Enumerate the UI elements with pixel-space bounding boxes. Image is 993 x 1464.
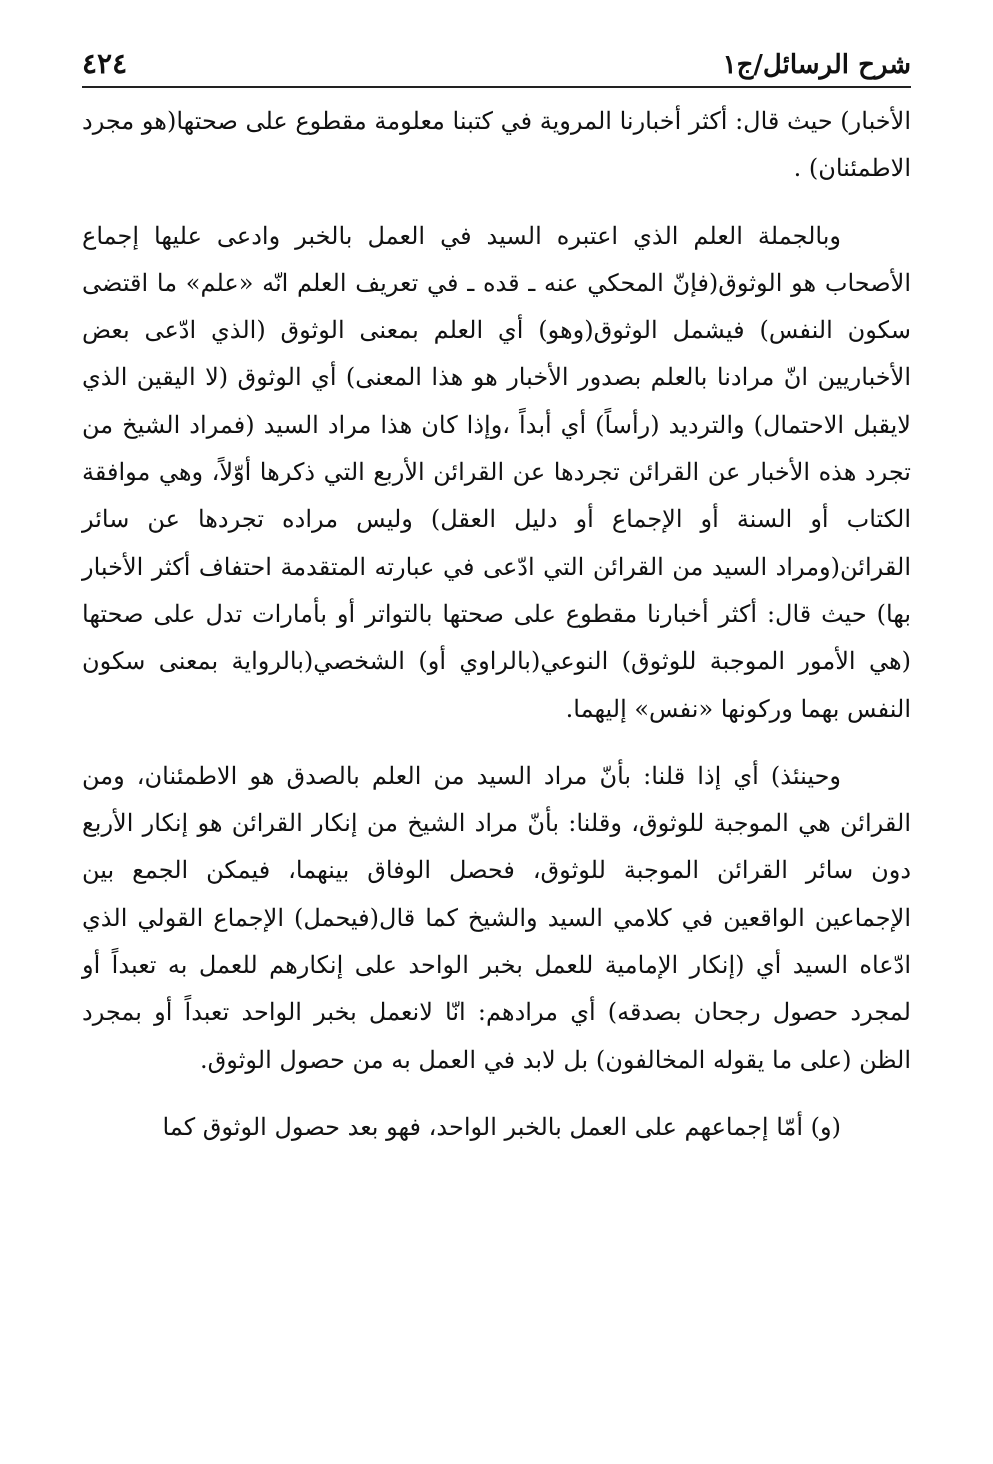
paragraph-2: وبالجملة العلم الذي اعتبره السيد في العمل بالخبر وادعى عليها إجماع الأصحاب هو الوثوق(فإنّ المحكي عنه ـ قده ـ في تعريف العلم انّه «علم» ما اقتضى سكون النفس) فيشمل الوثوق(وهو) أي العلم بمعنى الوثوق (الذي ادّعى بعض الأخباريين انّ مرادنا بالعلم بصدور الأخبار هو هذا المعنى) أي الوثوق (لا اليقين الذي لايقبل الاحتمال) والترديد (رأساً) أي أبداً ،وإذا كان هذا مراد السيد (فمراد الشيخ من تجرد هذه الأخبار عن القرائن تجردها عن القرائن الأربع التي ذكرها أوّلاً، وهي موافقة الكتاب أو السنة أو الإجماع أو دليل العقل) وليس مراده تجردها عن سائر القرائن(ومراد السيد من القرائن التي ادّعى في عبارته المتقدمة احتفاف أكثر الأخبار بها) حيث قال: أكثر أخبارنا مقطوع على صحتها بالتواتر أو بأمارات تدل على صحتها (هي الأمور الموجبة للوثوق) النوعي(بالراوي أو) الشخصي(بالرواية بمعنى سكون النفس بهما وركونها «نفس» إليهما.: [82, 221, 912, 723]
paragraph-3: وحينئذ) أي إذا قلنا: بأنّ مراد السيد من العلم بالصدق هو الاطمئنان، ومن القرائن هي الموجبة للوثوق، وقلنا: بأنّ مراد الشيخ من إنكار القرائن هو إنكار الأربع دون سائر القرائن الموجبة للوثوق، فحصل الوفاق بينهما، فيمكن الجمع بين الإجماعين الواقعين في كلامي السيد والشيخ كما قال(فيحمل) الإجماع القولي الذي ادّعاه السيد أي (إنكار الإمامية للعمل بخبر الواحد على إنكارهم للعمل به تعبداً أو لمجرد حصول رجحان بصدقه) أي مرادهم: انّا لانعمل بخبر الواحد تعبداً أو بمجرد الظن (على ما يقوله المخالفون) بل لابد في العمل به من حصول الوثوق.: [82, 761, 912, 1074]
body-text: [82, 98, 911, 1151]
page-number: ٤٢٤: [82, 47, 128, 80]
page-header: [82, 38, 911, 88]
running-title: شرح الرسائل/ج١: [722, 50, 911, 80]
paragraph-1: الأخبار) حيث قال: أكثر أخبارنا المروية في كتبنا معلومة مقطوع على صحتها(هو مجرد الاطمئنان) .: [82, 107, 911, 183]
paragraph-4: (و) أمّا إجماعهم على العمل بالخبر الواحد، فهو بعد حصول الوثوق كما: [162, 1112, 841, 1141]
